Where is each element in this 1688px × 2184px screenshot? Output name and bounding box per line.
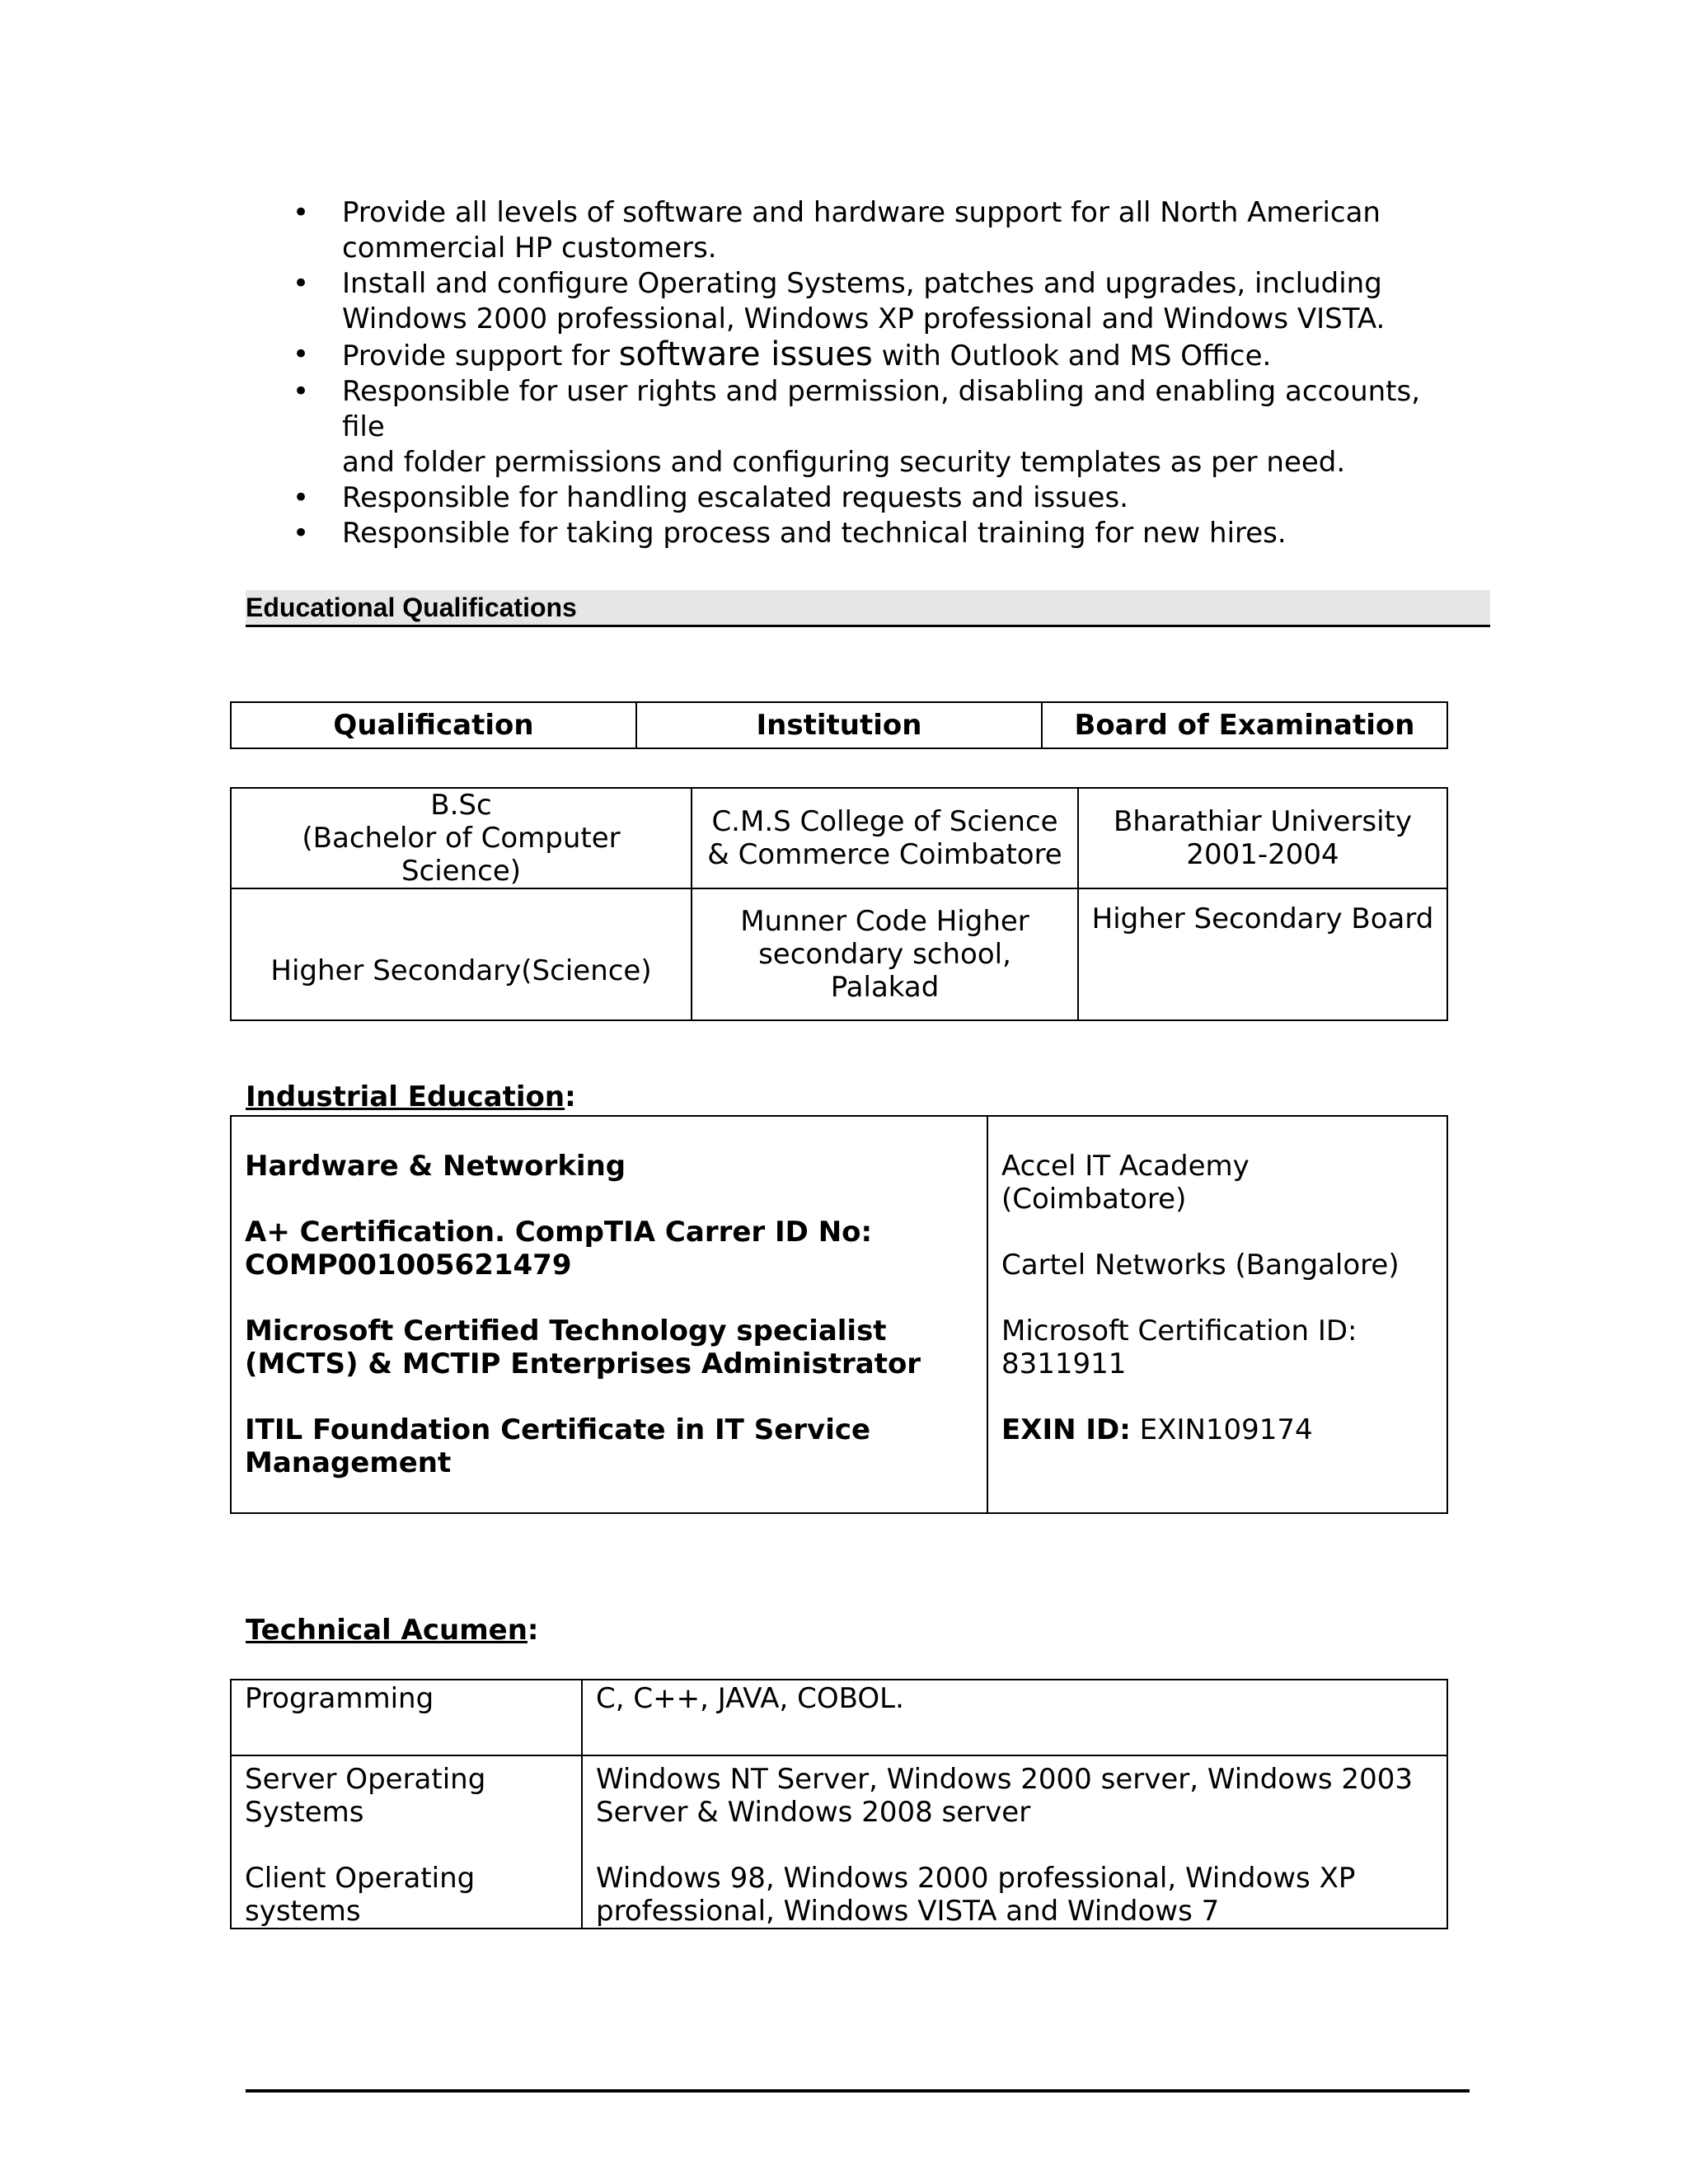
table-row (231, 1680, 1447, 1755)
education-header-table (230, 701, 1448, 749)
list-item: • Responsible for taking process and technical training for new hires. (293, 517, 1287, 550)
cell-qualification: B.Sc (Bachelor of Computer Science) (231, 788, 692, 888)
column-header-board: Board of Examination (1042, 702, 1447, 748)
column-header-institution: Institution (636, 702, 1042, 748)
cell-institution: C.M.S College of Science & Commerce Coimbatore (692, 788, 1078, 888)
list-item: • Provide support for software issues with Outlook and MS Office. (293, 335, 1272, 373)
cell-label: Programming (231, 1680, 582, 1755)
table-row (231, 788, 1447, 888)
cell-institution: Munner Code Higher secondary school, Palakad (692, 888, 1078, 1020)
cell-value: C, C++, JAVA, COBOL. (582, 1680, 1447, 1755)
list-item: • Install and configure Operating Systems, patches and upgrades, including Windows 2000 professional, Windows XP professional and Windows VISTA. (293, 267, 1386, 335)
list-item: • Responsible for user rights and permission, disabling and enabling accounts, file and folder permissions and configuring security templates as per need. (293, 375, 1421, 479)
bullet-icon: • (293, 375, 310, 408)
cell-qualification: Higher Secondary(Science) (231, 888, 692, 1020)
providers-cell: Accel IT Academy (Coimbatore) Cartel Networks (Bangalore) Microsoft Certification ID: 8311911 EXIN ID: EXIN109174 (987, 1116, 1447, 1513)
footer-rule (246, 2089, 1470, 2093)
technical-acumen-table (230, 1679, 1448, 1929)
bullet-icon: • (293, 481, 310, 514)
list-item: • Provide all levels of software and hardware support for all North American commercial HP customers. (293, 196, 1381, 265)
industrial-education-table (230, 1115, 1448, 1514)
table-row (231, 1116, 1447, 1513)
responsibilities-list (293, 195, 1463, 551)
cell-label: Server Operating Systems Client Operating systems (231, 1755, 582, 1929)
table-row (231, 1755, 1447, 1929)
certifications-cell: Hardware & Networking A+ Certification. CompTIA Carrer ID No: COMP001005621479 Microsoft Certified Technology specialist (MCTS) & MCTIP Enterprises Administrator ITIL Foundation Certificate in IT Service Management (231, 1116, 987, 1513)
section-title-education: Educational Qualifications (246, 590, 1490, 627)
cell-board: Bharathiar University 2001-2004 (1078, 788, 1447, 888)
list-item: • Responsible for handling escalated requests and issues. (293, 481, 1128, 514)
bullet-icon: • (293, 267, 310, 300)
bullet-icon: • (293, 196, 310, 229)
section-title-industrial: Industrial Education: (246, 1080, 576, 1113)
cell-board: Higher Secondary Board (1078, 888, 1447, 1020)
column-header-qualification: Qualification (231, 702, 636, 748)
section-title-technical: Technical Acumen: (246, 1614, 539, 1647)
table-row (231, 888, 1447, 1020)
bullet-icon: • (293, 338, 310, 371)
education-table (230, 787, 1448, 1021)
cell-value: Windows NT Server, Windows 2000 server, Windows 2003 Server & Windows 2008 server Windows 98, Windows 2000 professional, Windows XP professional, Windows VISTA and Windows 7 (582, 1755, 1447, 1929)
bullet-icon: • (293, 517, 310, 550)
